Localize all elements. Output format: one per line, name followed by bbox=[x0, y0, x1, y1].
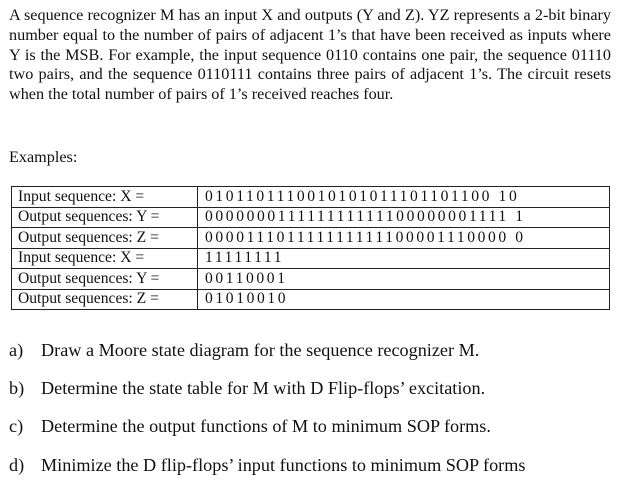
question-list bbox=[9, 338, 525, 491]
table-row bbox=[12, 248, 610, 269]
row-label: Output sequences: Y = bbox=[12, 207, 198, 228]
question-text: Determine the output functions of M to minimum SOP forms. bbox=[41, 416, 491, 437]
row-value: 000000011111111111100000001111 1 bbox=[198, 207, 610, 228]
row-value: 01010010 bbox=[198, 289, 610, 310]
question-marker: a) bbox=[9, 340, 24, 360]
example-sequence-table bbox=[11, 186, 610, 310]
question-marker: c) bbox=[9, 416, 24, 437]
row-value: 00110001 bbox=[198, 269, 610, 290]
row-value: 000011101111111111100001110000 0 bbox=[198, 228, 610, 249]
list-item bbox=[9, 376, 525, 414]
row-value: 0101101110010101011101101100 10 bbox=[198, 187, 610, 208]
question-text: Determine the state table for M with D Flip-flops’ excitation. bbox=[41, 378, 486, 399]
list-item bbox=[9, 414, 525, 452]
examples-label: Examples: bbox=[9, 148, 78, 166]
row-label: Output sequences: Z = bbox=[12, 228, 198, 249]
row-label: Output sequences: Z = bbox=[12, 289, 198, 310]
list-item bbox=[9, 453, 525, 491]
table-row bbox=[12, 269, 610, 290]
table-row bbox=[12, 289, 610, 310]
table-row bbox=[12, 207, 610, 228]
problem-statement: A sequence recognizer M has an input X and outputs (Y and Z). YZ represents a 2-bit binary number equal to the number of pairs of adjacent 1’s that have been received as inputs where Y is the MSB. For example, the input sequence 0110 contains one pair, the sequence 01110 two pairs, and the sequence 0110111 contains three pairs of adjacent 1’s. The circuit resets when the total number of pairs of 1’s received reaches four. bbox=[9, 6, 611, 104]
row-label: Output sequences: Y = bbox=[12, 269, 198, 290]
question-marker: b) bbox=[9, 378, 25, 399]
question-text: Minimize the D flip-flops’ input functions to minimum SOP forms bbox=[41, 454, 526, 475]
table-row bbox=[12, 187, 610, 208]
row-value: 11111111 bbox=[198, 248, 610, 269]
list-item bbox=[9, 338, 525, 376]
row-label: Input sequence: X = bbox=[12, 187, 198, 208]
question-text: Draw a Moore state diagram for the sequence recognizer M. bbox=[41, 340, 480, 360]
question-marker: d) bbox=[9, 454, 25, 475]
row-label: Input sequence: X = bbox=[12, 248, 198, 269]
table-row bbox=[12, 228, 610, 249]
